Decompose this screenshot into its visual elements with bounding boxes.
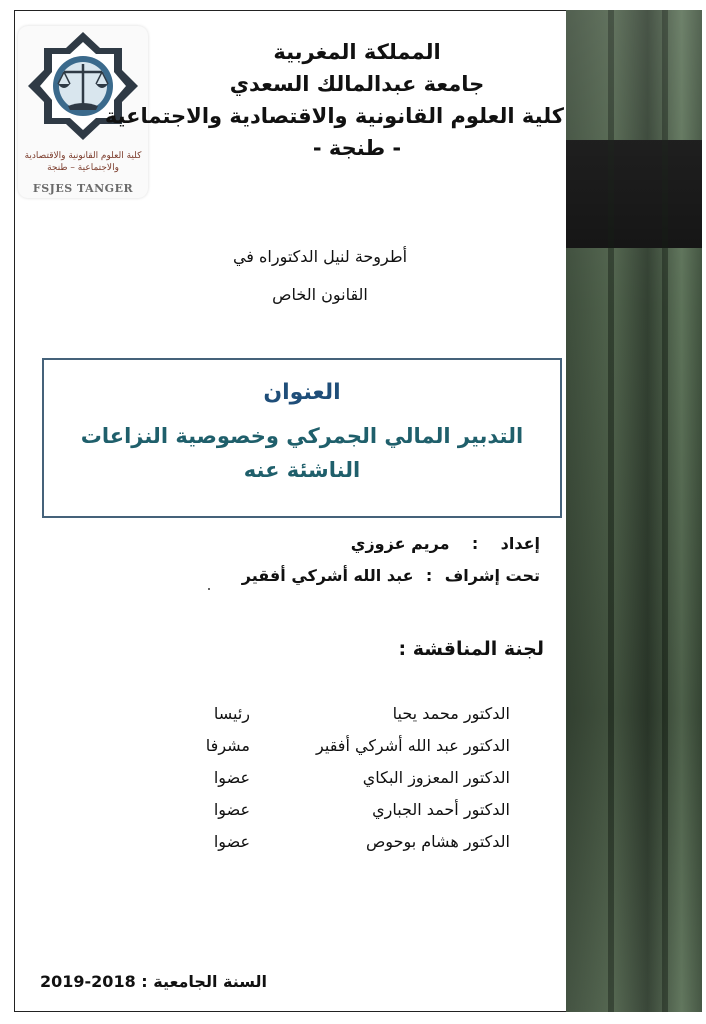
- academic-year-label: السنة الجامعية :: [141, 972, 268, 991]
- logo-caption-english: FSJES TANGER: [32, 182, 134, 195]
- supervisor-label: تحت إشراف: [444, 566, 540, 585]
- member-role: مشرفا: [205, 736, 250, 755]
- member-name: الدكتور عبد الله أشركي أفقير: [316, 736, 510, 755]
- member-role: رئيسا: [213, 704, 250, 723]
- prepared-by-name: مريم عزوزي: [350, 534, 450, 553]
- thesis-field: القانون الخاص: [272, 285, 368, 304]
- committee-member: [100, 768, 560, 796]
- member-role: عضوا: [213, 832, 250, 851]
- academic-year-value: 2018-2019: [40, 972, 136, 991]
- committee-member: [100, 704, 560, 732]
- committee-heading: لجنة المناقشة :: [398, 638, 544, 660]
- committee-member: [100, 736, 560, 764]
- decorative-side-panel: [566, 10, 702, 1012]
- member-name: الدكتور محمد يحيا: [392, 704, 510, 723]
- thesis-description: [190, 238, 450, 314]
- stray-mark: [208, 588, 210, 590]
- member-name: الدكتور أحمد الجباري: [372, 800, 510, 819]
- supervisor-name: عبد الله أشركي أفقير: [241, 566, 414, 585]
- title-box: [42, 358, 562, 518]
- prepared-by-separator: :: [471, 534, 479, 553]
- header-university: جامعة عبدالمالك السعدي: [229, 72, 485, 96]
- supervisor-row: [242, 566, 540, 585]
- committee-member: [100, 800, 560, 828]
- title-heading: العنوان: [263, 380, 341, 405]
- prepared-by-row: [351, 534, 540, 553]
- member-role: عضوا: [213, 768, 250, 787]
- thesis-degree: أطروحة لنيل الدكتوراه في: [232, 247, 408, 266]
- header-kingdom: المملكة المغربية: [273, 40, 441, 64]
- header-faculty: كلية العلوم القانونية والاقتصادية والاجتماعية: [104, 104, 564, 128]
- member-name: الدكتور المعزوز البكاي: [362, 768, 510, 787]
- prepared-by-label: إعداد: [500, 534, 540, 553]
- logo-caption-arabic: كلية العلوم القانونية والاقتصادية والاجتماعية – طنجة: [24, 151, 142, 173]
- member-role: عضوا: [213, 800, 250, 819]
- member-name: الدكتور هشام بوحوص: [365, 832, 510, 851]
- institution-header: [104, 36, 564, 164]
- thesis-title: التدبير المالي الجمركي وخصوصية النزاعات الناشئة عنه: [80, 424, 524, 482]
- academic-year: [40, 972, 267, 991]
- supervisor-separator: :: [425, 566, 433, 585]
- header-city: - طنجة -: [312, 136, 402, 160]
- side-panel-glare: [566, 10, 702, 1012]
- committee-member: [100, 832, 560, 860]
